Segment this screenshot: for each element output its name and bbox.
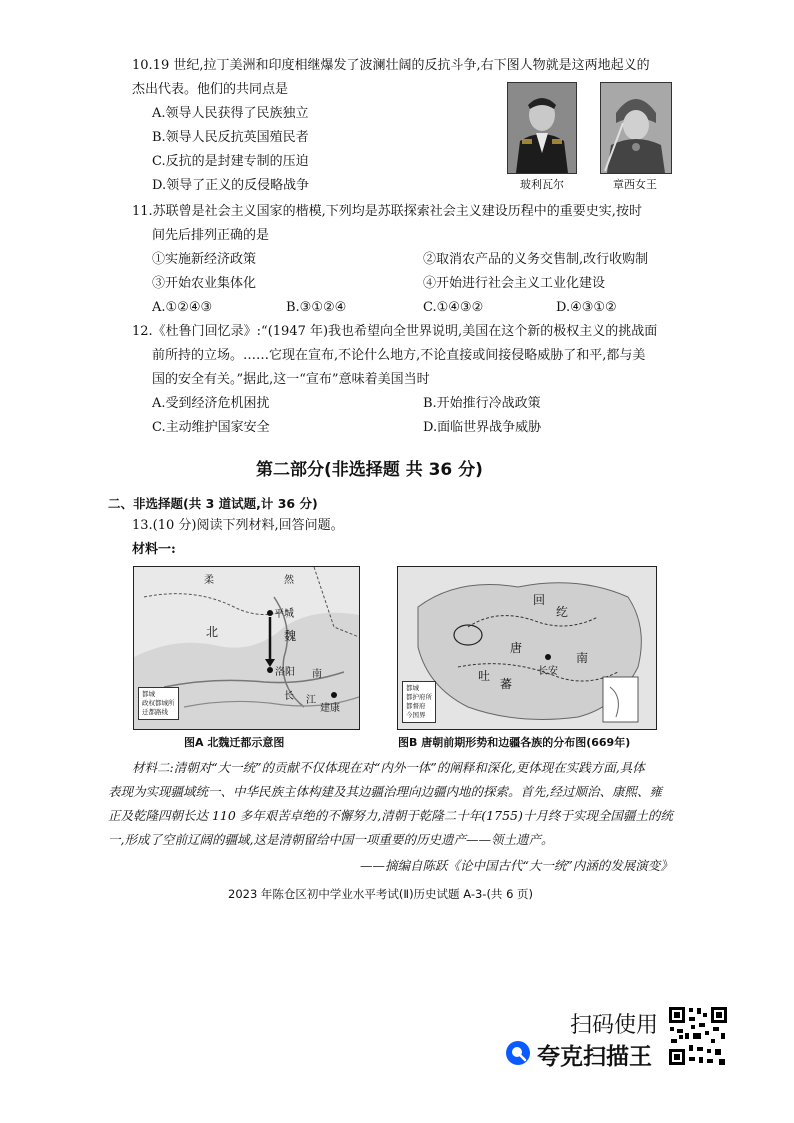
q11-item-4: ④开始进行社会主义工业化建设: [423, 276, 606, 291]
rani-lakshmibai-portrait: [600, 82, 672, 174]
scan-label: 扫码使用: [570, 1013, 659, 1038]
q11-item-2: ②取消农产品的义务交售制,改行收购制: [423, 252, 649, 267]
page-footer: 2023 年陈仓区初中学业水平考试(Ⅱ)历史试题 A-3-(共 6 页): [228, 887, 534, 901]
q12-option-d: D.面临世界战争威胁: [423, 420, 542, 435]
map-b-label-changan: 长安: [538, 666, 558, 677]
q10-option-b: B.领导人民反抗英国殖民者: [152, 130, 309, 145]
photo2-caption: 章西女王: [613, 178, 657, 191]
map-b-label-nan: 南: [576, 651, 589, 665]
map-a-legend-item: 政权都城所: [142, 699, 175, 707]
material1-label: 材料一:: [132, 542, 176, 557]
q11-option-c: C.①④③②: [423, 300, 484, 315]
photo1-caption: 玻利瓦尔: [520, 178, 564, 191]
map-a-legend: [138, 687, 179, 720]
map-a-label-rouran1: 柔: [204, 575, 214, 586]
map-b-legend-item: 都护府所: [406, 693, 432, 701]
map-b-label-he: 纥: [556, 605, 569, 619]
map-b-label-tang: 唐: [510, 641, 523, 655]
map-b-legend-item: 都城: [406, 684, 419, 692]
q11-option-b: B.③①②④: [286, 300, 347, 315]
q10-option-a: A.领导人民获得了民族独立: [152, 106, 309, 121]
material2-line2: 表现为实现疆域统一、中华民族主体构建及其边疆治理向边疆内地的探索。首先,经过顺治、康熙、雍: [108, 784, 662, 799]
map-a-label-wei: 魏: [284, 629, 297, 643]
map-a-label-jiankang: 建康: [320, 703, 340, 714]
map-b-label-hui: 回: [533, 593, 546, 607]
map-b-legend-item: 都督府: [406, 702, 426, 710]
part2-title: 第二部分(非选择题 共 36 分): [256, 460, 483, 480]
map-b-legend: [402, 681, 436, 723]
map-a-label-luoyang: 洛阳: [275, 667, 295, 678]
map-a-legend-item: 迁都路线: [142, 708, 168, 716]
q11-option-a: A.①②④③: [152, 300, 213, 315]
material2-line3: 正及乾隆四朝长达 110 多年艰苦卓绝的不懈努力,清朝于乾隆二十年(1755)十月终于实现全国疆土的统: [108, 808, 673, 823]
q12-option-c: C.主动维护国家安全: [152, 420, 270, 435]
q10-option-c: C.反抗的是封建专制的压迫: [152, 154, 309, 169]
q12-option-a: A.受到经济危机困扰: [152, 396, 270, 411]
map-b-legend-item: 今国界: [406, 711, 426, 719]
q11-item-1: ①实施新经济政策: [152, 252, 257, 267]
map-a-label-rouran2: 然: [284, 575, 294, 586]
material2-line1: 材料二:清朝对“大一统”的贡献不仅体现在对“内外一体”的阐释和深化,更体现在实践方面,具体: [132, 760, 645, 775]
bolivar-portrait: [507, 82, 577, 174]
map-b-tang-dynasty: [397, 566, 657, 730]
material2-line4: 一,形成了空前辽阔的疆域,这是清朝留给中国一项重要的历史遗产——领土遗产。: [108, 832, 554, 847]
q10-option-d: D.领导了正义的反侵略战争: [152, 178, 310, 193]
map-b-label-tu: 吐: [478, 669, 491, 683]
map-a-label-pingcheng: 平城: [274, 609, 294, 620]
map-a-label-jiang: 江: [306, 695, 316, 706]
quark-logo-icon: [505, 1040, 531, 1066]
qr-code-icon[interactable]: [667, 1005, 729, 1067]
q10-stem-line1: 10.19 世纪,拉丁美洲和印度相继爆发了波澜壮阔的反抗斗争,右下图人物就是这两地起义的: [132, 58, 650, 73]
q10-stem-line2: 杰出代表。他们的共同点是: [132, 82, 289, 97]
q11-stem-line2: 间先后排列正确的是: [152, 228, 270, 243]
map-b-caption: 图B 唐朝前期形势和边疆各族的分布图(669年): [398, 736, 631, 749]
material2-source: ——摘编自陈跃《论中国古代“大一统”内涵的发展演变》: [360, 858, 673, 873]
section2-heading: 二、非选择题(共 3 道试题,计 36 分): [108, 496, 318, 511]
map-a-legend-item: 都城: [142, 690, 155, 698]
q12-stem-line2: 前所持的立场。……它现在宣布,不论什么地方,不论直接或间接侵略威胁了和平,都与美: [152, 348, 646, 363]
q11-option-d: D.④③①②: [556, 300, 617, 315]
map-a-label-chang: 长: [284, 691, 294, 702]
q12-option-b: B.开始推行冷战政策: [423, 396, 541, 411]
q11-item-3: ③开始农业集体化: [152, 276, 257, 291]
map-a-northern-wei: [133, 566, 360, 730]
map-a-caption: 图A 北魏迁都示意图: [184, 736, 285, 749]
map-a-label-bei: 北: [206, 625, 219, 639]
brand-name: 夸克扫描王: [537, 1044, 652, 1070]
q12-stem-line1: 12.《杜鲁门回忆录》:“(1947 年)我也希望向全世界说明,美国在这个新的极权主义的挑战面: [132, 324, 658, 339]
map-a-label-nan: 南: [312, 669, 322, 680]
q12-stem-line3: 国的安全有关。”据此,这一“宣布”意味着美国当时: [152, 372, 430, 387]
q11-stem-line1: 11.苏联曾是社会主义国家的楷模,下列均是苏联探索社会主义建设历程中的重要史实,按时: [132, 204, 642, 219]
q13-stem: 13.(10 分)阅读下列材料,回答问题。: [132, 518, 344, 533]
map-b-label-bo: 蕃: [500, 677, 513, 691]
